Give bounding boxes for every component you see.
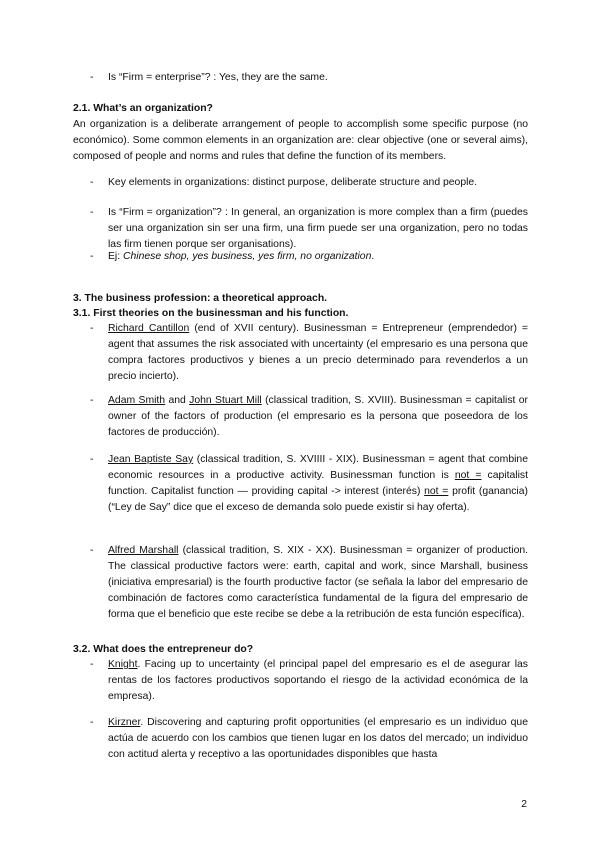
bullet-dash: -	[90, 207, 94, 218]
bullet-dash: -	[90, 72, 94, 83]
list-item-text: Is “Firm = enterprise”? : Yes, they are the same.	[108, 72, 328, 83]
bullet-dash: -	[90, 177, 94, 188]
list-item-text: Is “Firm = organization”? : In general, an organization is more complex than a firm (puedes ser una organization sin ser una firm, una firm puede ser una organization, pero no todas las firm tienen porque ser organisations).	[108, 207, 528, 250]
emphasis-not: not =	[454, 470, 482, 481]
bullet-dash: -	[90, 659, 94, 670]
section-2-1-paragraph: An organization is a deliberate arrangement of people to accomplish some specific purpose (no económico). Some common elements in an organization are: clear objective (one or several aims), composed of people and norms and rules that define the function of its members.	[73, 119, 528, 162]
list-item-text: Kirzner. Discovering and capturing profit opportunities (el empresario es un individuo que actúa de acuerdo con los cambios que tienen lugar en los datos del mercado; un individuo con actitud alerta y receptivo a las oportunidades disponibles que hasta	[108, 717, 528, 760]
author-name: Richard Cantillon	[108, 323, 190, 334]
list-item-text: Adam Smith and John Stuart Mill (classical tradition, S. XVIII). Businessman = capitalist or owner of the factors of production (el empresario es la persona que poseedora de los factores de producción).	[108, 395, 529, 438]
example-text: Chinese shop, yes business, yes firm, no organization	[123, 251, 372, 262]
list-item-text: Alfred Marshall (classical tradition, S. XIX - XX). Businessman = organizer of production. The classical productive factors were: earth, capital and work, since Marshall, business (iniciativa empresarial) is the fourth productive factor (se señala la labor del empresario de combinación de factores como característica fundamental de la figura del empresario de forma que el beneficio que este recibe se debe a la retribución de esta función específica).	[108, 545, 529, 620]
list-item-text: Knight. Facing up to uncertainty (el principal papel del empresario es el de asegurar las rentas de los factores productivos soportando el riesgo de la actividad económica de la empresa).	[108, 659, 528, 702]
author-name: John Stuart Mill	[189, 395, 262, 406]
section-heading-3-2: 3.2. What does the entrepreneur do?	[73, 644, 254, 655]
bullet-dash: -	[90, 251, 94, 262]
author-name: Alfred Marshall	[108, 545, 179, 556]
bullet-dash: -	[90, 323, 94, 334]
emphasis-not: not =	[424, 486, 449, 497]
bullet-dash: -	[90, 717, 94, 728]
list-item-text: Richard Cantillon (end of XVII century). Businessman = Entrepreneur (emprendedor) = agent that assumes the risk associated with uncertainty (el empresario es una persona que compra factores productivos y bienes a un precio determinado para revenderlos a un precio incierto).	[108, 323, 529, 382]
bullet-dash: -	[90, 545, 94, 556]
bullet-dash: -	[90, 454, 94, 465]
section-heading-3: 3. The business profession: a theoretical approach.	[73, 293, 328, 304]
section-heading-2-1: 2.1. What’s an organization?	[73, 103, 213, 114]
list-item-text: Ej: Chinese shop, yes business, yes firm, no organization.	[108, 251, 375, 262]
bullet-dash: -	[90, 395, 94, 406]
author-name: Adam Smith	[108, 395, 166, 406]
list-item-text: Key elements in organizations: distinct purpose, deliberate structure and people.	[108, 177, 478, 188]
author-name: Jean Baptiste Say	[108, 454, 194, 465]
list-item-text: Jean Baptiste Say (classical tradition, S. XVIIII - XIX). Businessman = agent that combine economic resources in a productive activity. Businessman function is not = capitalist function. Capitalist function — providing capital -> interest (interés) not = profit (ganancia) (“Ley de Say” dice que el exceso de demanda solo puede existir si hay oferta).	[108, 454, 528, 513]
section-heading-3-1: 3.1. First theories on the businessman and his function.	[73, 308, 349, 319]
author-name: Knight	[108, 659, 138, 670]
author-name: Kirzner	[108, 717, 141, 728]
page-number: 2	[521, 799, 527, 810]
